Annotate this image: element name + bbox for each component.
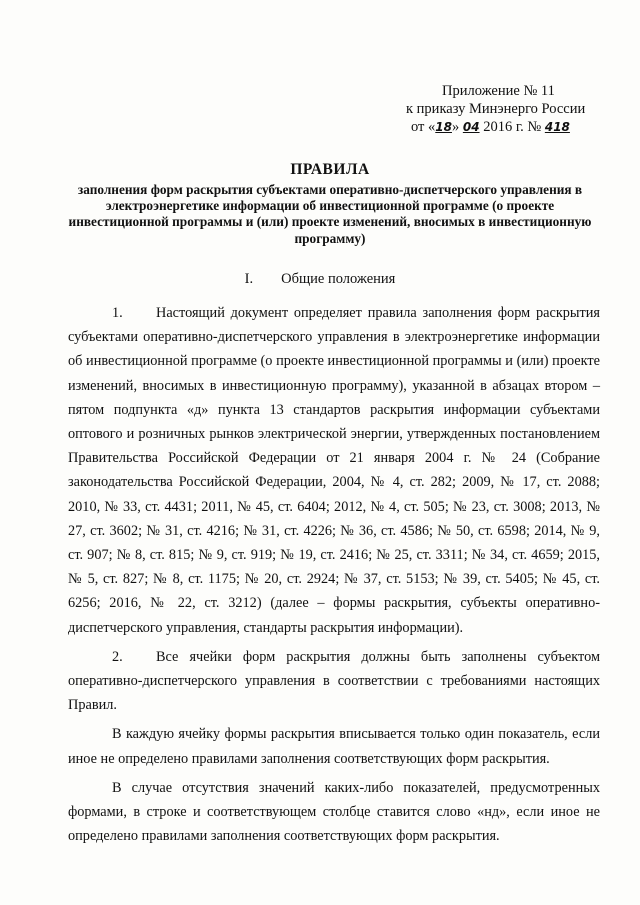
annex-header bbox=[395, 82, 610, 136]
paragraph-4: В случае отсутствия значений каких-либо показателей, предусмотренных формами, в строке и соответствующем столбце ставится слово «нд», если иное не определено правилами заполнения соответствующих форм раскрытия. bbox=[68, 779, 600, 845]
document-title: ПРАВИЛА bbox=[290, 161, 370, 178]
document-title-block bbox=[60, 160, 600, 247]
annex-date-mid: » bbox=[451, 119, 463, 135]
document-body bbox=[68, 301, 600, 848]
paragraph-2 bbox=[68, 645, 600, 718]
paragraph-number: 1. bbox=[112, 305, 123, 321]
section-number: I. bbox=[244, 271, 254, 287]
paragraph-text: Все ячейки форм раскрытия должны быть заполнены субъектом оперативно-диспетчерского управления в соответствии с требованиями настоящих Правил. bbox=[68, 648, 600, 714]
handwritten-month: 04 bbox=[462, 120, 480, 134]
paragraph-text: Настоящий документ определяет правила заполнения форм раскрытия субъектами оперативно-диспетчерского управления в электроэнергетике информации об инвестиционной программе (о проекте инвестиционной программы и (или) проекте изменений, вносимых в инвестиционную программу), указанной в абзацах втором – пятом подпункта «д» пункта 13 стандартов раскрытия информации субъектами оптового и розничных рынков электрической энергии, утвержденных постановлением Правительства Российской Федерации от 21 января 2004 г. № 24 (Собрание законодательства Российской Федерации, 2004, № 4, ст. 282; 2009, № 17, ст. 2088; 2010, № 33, ст. 4431; 2011, № 45, ст. 6404; 2012, № 4, ст. 505; № 23, ст. 3008; 2013, № 27, ст. 3602; № 31, ст. 4216; № 31, ст. 4226; № 36, ст. 4586; № 50, ст. 6598; 2014, № 9, ст. 907; № 8, ст. 815; № 9, ст. 919; № 19, ст. 2416; № 25, ст. 3311; № 34, ст. 4659; 2015, № 5, ст. 827; № 8, ст. 1175; № 20, ст. 2924; № 37, ст. 5153; № 39, ст. 5405; № 45, ст. 6256; 2016, № 22, ст. 3212) (далее – формы раскрытия, субъекты оперативно-диспетчерского управления, стандарты раскрытия информации). bbox=[68, 305, 600, 636]
handwritten-order-number: 418 bbox=[544, 120, 570, 134]
section-heading bbox=[0, 270, 640, 288]
section-title: Общие положения bbox=[281, 271, 396, 287]
paragraph-number: 2. bbox=[112, 648, 123, 665]
annex-title: Приложение № 11 bbox=[442, 83, 555, 99]
annex-date-line bbox=[395, 118, 610, 136]
paragraph-3: В каждую ячейку формы раскрытия вписывается только один показатель, если иное не определено правилами заполнения соответствующих форм раскрытия. bbox=[68, 726, 600, 767]
document-subtitle: заполнения форм раскрытия субъектами оперативно-диспетчерского управления в электроэнергетике информации об инвестиционной программе (о проекте инвестиционной программы и (или) проекте изменений, вносимых в инвестиционную программу) bbox=[68, 182, 592, 246]
paragraph-1 bbox=[68, 301, 600, 640]
annex-date-prefix: от « bbox=[411, 119, 436, 135]
handwritten-day: 18 bbox=[435, 120, 452, 134]
annex-date-year: 2016 г. № bbox=[479, 119, 545, 135]
annex-order-reference: к приказу Минэнерго России bbox=[406, 101, 586, 117]
